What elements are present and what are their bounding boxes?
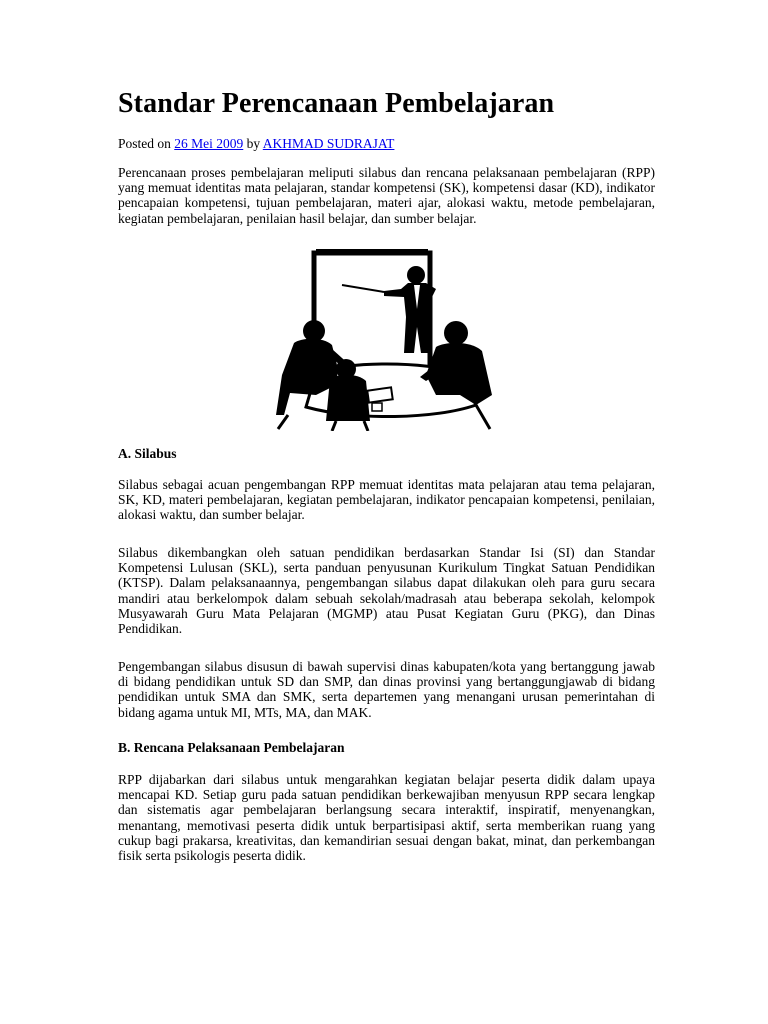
- section-b-heading: B. Rencana Pelaksanaan Pembelajaran: [118, 740, 345, 755]
- presentation-meeting-clipart-icon: [276, 245, 497, 431]
- section-b-paragraph-1: RPP dijabarkan dari silabus untuk mengarahkan kegiatan belajar peserta didik dalam upaya mencapai KD. Setiap guru pada satuan pendidikan berkewajiban menyusun RPP secara lengkap dan sistematis agar pembelajaran berlangsung secara interaktif, inspiratif, menyenangkan, menantang, memotivasi peserta didik untuk berpartisipasi aktif, serta memberikan ruang yang cukup bagi prakarsa, kreativitas, dan kemandirian sesuai dengan bakat, minat, dan perkembangan fisik serta psikologis peserta didik.: [118, 772, 655, 864]
- intro-paragraph: Perencanaan proses pembelajaran meliputi silabus dan rencana pelaksanaan pembelajaran (RPP) yang memuat identitas mata pelajaran, standar kompetensi (SK), kompetensi dasar (KD), indikator pencapaian kompetensi, tujuan pembelajaran, materi ajar, alokasi waktu, metode pembelajaran, kegiatan pembelajaran, penilaian hasil belajar, dan sumber belajar.: [118, 165, 655, 226]
- posted-prefix: Posted on: [118, 136, 171, 151]
- post-meta: [118, 135, 394, 152]
- section-a-paragraph-2: Silabus dikembangkan oleh satuan pendidikan berdasarkan Standar Isi (SI) dan Standar Kompetensi Lulusan (SKL), serta panduan penyusunan Kurikulum Tingkat Satuan Pendidikan (KTSP). Dalam pelaksanaannya, pengembangan silabus dapat dilakukan oleh para guru secara mandiri atau berkelompok dalam sebuah sekolah/madrasah atau beberapa sekolah, kelompok Musyawarah Guru Mata Pelajaran (MGMP) atau Pusat Kegiatan Guru (PKG), dan Dinas Pendidikan.: [118, 545, 655, 637]
- post-date-link[interactable]: 26 Mei 2009: [174, 136, 244, 151]
- section-a-paragraph-3: Pengembangan silabus disusun di bawah supervisi dinas kabupaten/kota yang bertanggung jawab di bidang pendidikan untuk SD dan SMP, dan dinas provinsi yang bertanggungjawab di bidang pendidikan untuk SMA dan SMK, serta departemen yang menangani urusan pemerintahan di bidang agama untuk MI, MTs, MA, dan MAK.: [118, 659, 655, 720]
- author-link[interactable]: AKHMAD SUDRAJAT: [262, 136, 395, 151]
- by-word: by: [246, 136, 261, 151]
- section-a-heading: A. Silabus: [118, 446, 177, 461]
- section-a-paragraph-1: Silabus sebagai acuan pengembangan RPP memuat identitas mata pelajaran atau tema pelajaran, SK, KD, materi pembelajaran, kegiatan pembelajaran, indikator pencapaian kompetensi, penilaian, alokasi waktu, dan sumber belajar.: [118, 477, 655, 523]
- page-title: Standar Perencanaan Pembelajaran: [118, 88, 555, 119]
